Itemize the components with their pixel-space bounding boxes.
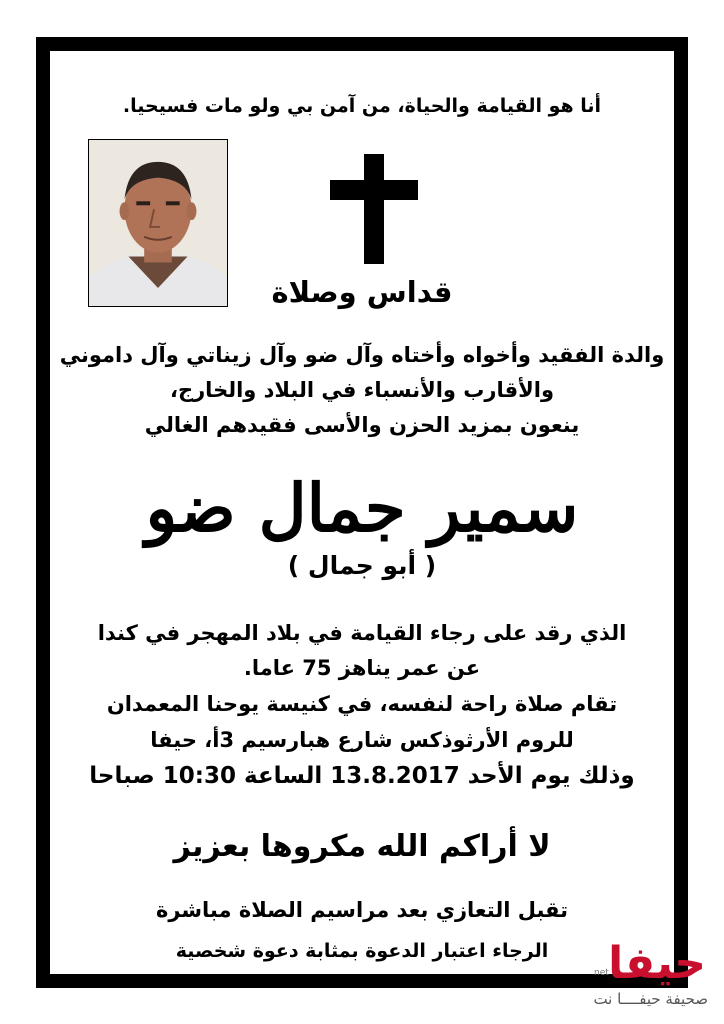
logo-net-label: net [594, 968, 609, 978]
details-line: تقام صلاة راحة لنفسه، في كنيسة يوحنا المعمدان [106, 692, 618, 716]
mass-title: قداس وصلاة [271, 275, 453, 309]
deceased-nickname: ( أبو جمال ) [287, 551, 437, 580]
obituary-frame [36, 37, 688, 988]
deceased-name: سمير جمال ضو [145, 469, 579, 547]
cross-icon [330, 154, 418, 264]
invitation-text: الرجاء اعتبار الدعوة بمثابة دعوة شخصية [175, 940, 549, 962]
details-line: للروم الأرثوذكس شارع هبارسيم 3أ، حيفا [150, 728, 574, 752]
family-line: والأقارب والأنسباء في البلاد والخارج، [169, 378, 555, 402]
acceptance-text: تقبل التعازي بعد مراسيم الصلاة مباشرة [155, 898, 569, 922]
watermark-logo [524, 938, 714, 1018]
logo-text: حيفا [608, 938, 706, 989]
condolence-text: لا أراكم الله مكروها بعزيز [173, 829, 551, 864]
family-line: والدة الفقيد وأخواه وأختاه وآل ضو وآل زيناتي وآل داموني [59, 343, 665, 367]
verse-text: أنا هو القيامة والحياة، من آمن بي ولو مات فسيحيا. [122, 95, 602, 117]
logo-subtitle: صحيفة حيفــــا نت [593, 990, 708, 1008]
details-line: الذي رقد على رجاء القيامة في بلاد المهجر في كندا [97, 621, 627, 645]
details-line: عن عمر يناهز 75 عاما. [243, 656, 481, 680]
family-line: ينعون بمزيد الحزن والأسى فقيدهم الغالي [144, 413, 580, 437]
details-line: وذلك يوم الأحد 13.8.2017 الساعة 10:30 صباحا [89, 763, 635, 789]
